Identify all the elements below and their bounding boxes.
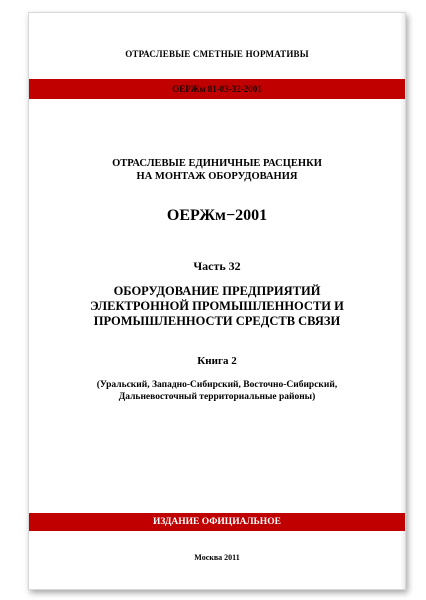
official-edition-band <box>29 513 405 531</box>
official-edition-label: ИЗДАНИЕ ОФИЦИАЛЬНОЕ <box>153 517 281 527</box>
part-title-line-3: ПРОМЫШЛЕННОСТИ СРЕДСТВ СВЯЗИ <box>93 314 341 328</box>
document-subtitle <box>29 157 405 183</box>
code-band-label: ОЕРЖм 81-03-32-2001 <box>172 84 262 94</box>
part-title <box>29 284 405 329</box>
regions-line-1: (Уральский, Западно-Сибирский, Восточно-Сибирский, <box>96 380 338 390</box>
part-title-line-2: ЭЛЕКТРОННОЙ ПРОМЫШЛЕННОСТИ И <box>90 299 344 313</box>
part-title-line-1: ОБОРУДОВАНИЕ ПРЕДПРИЯТИЙ <box>113 284 321 298</box>
code-band <box>29 79 405 99</box>
regions-line-2: Дальневосточный территориальные районы) <box>118 392 316 402</box>
document-page <box>28 12 406 590</box>
regions-note <box>29 379 405 403</box>
subtitle-line-2: НА МОНТАЖ ОБОРУДОВАНИЯ <box>136 171 298 182</box>
publication-place-year: Москва 2011 <box>194 553 240 562</box>
document-code: ОЕРЖм−2001 <box>166 207 268 224</box>
part-number: Часть 32 <box>193 259 241 273</box>
subtitle-line-1: ОТРАСЛЕВЫЕ ЕДИНИЧНЫЕ РАСЦЕНКИ <box>112 158 322 169</box>
series-title: ОТРАСЛЕВЫЕ СМЕТНЫЕ НОРМАТИВЫ <box>125 49 309 59</box>
book-number: Книга 2 <box>197 355 237 367</box>
